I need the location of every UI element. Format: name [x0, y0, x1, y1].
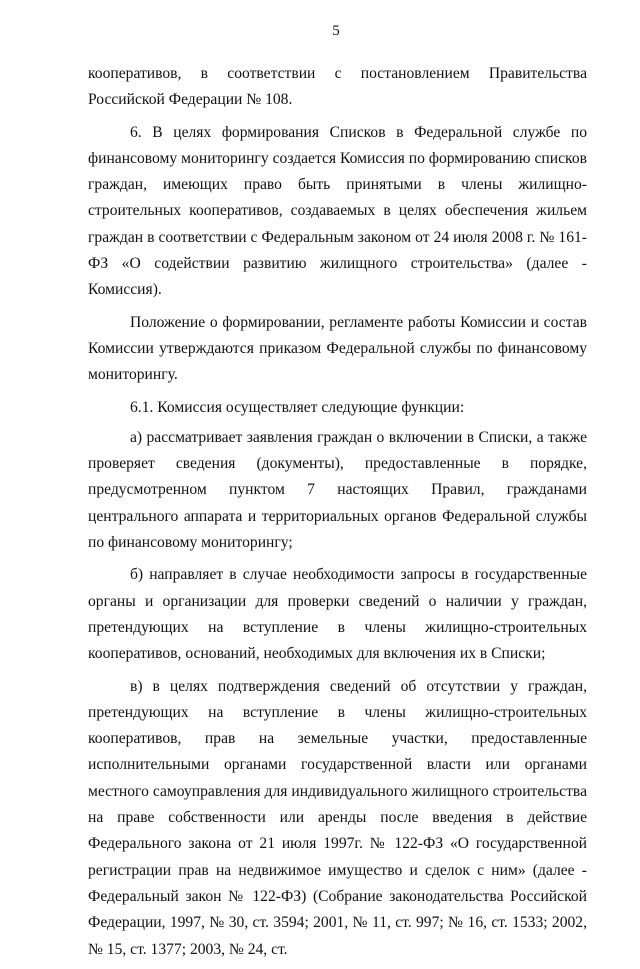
paragraph-continuation: кооперативов, в соответствии с постановлением Правительства Российской Федерации № 108. [88, 65, 587, 109]
page-number: 5 [332, 23, 340, 39]
paragraph-subitem-v: в) в целях подтверждения сведений об отсутствии у граждан, претендующих на вступление в члены жилищно-строительных кооперативов, прав на земельные участки, предоставленные исполнительными органами государственной власти или органами местного самоуправления для индивидуального жилищного строительства на праве собственности или аренды после введения в действие Федерального закона от 21 июля 1997г. № 122-ФЗ «О государственной регистрации прав на недвижимое имущество и сделок с ним» (далее - Федеральный закон № 122-ФЗ) (Собрание законодательства Российской Федерации, 1997, № 30, ст. 3594; 2001, № 11, ст. 997; № 16, ст. 1533; 2002, № 15, ст. 1377; 2003, № 24, ст. [88, 677, 587, 958]
paragraph-item-6: 6. В целях формирования Списков в Федеральной службе по финансовому мониторингу создается Комиссия по формированию списков граждан, имеющих право быть принятыми в члены жилищно-строительных кооперативов, создаваемых в целях обеспечения жильем граждан в соответствии с Федеральным законом от 24 июля 2008 г. № 161-ФЗ «О содействии развитию жилищного строительства» (далее - Комиссия). [88, 123, 587, 299]
paragraph-subitem-a: а) рассматривает заявления граждан о включении в Списки, а также проверяет сведения (документы), предоставленные в порядке, предусмотренном пунктом 7 настоящих Правил, гражданами центрального аппарата и территориальных органов Федеральной службы по финансовому мониторингу; [88, 428, 587, 552]
document-body [88, 61, 587, 969]
paragraph-subitem-b: б) направляет в случае необходимости запросы в государственные органы и организации для проверки сведений о наличии у граждан, претендующих на вступление в члены жилищно-строительных кооперативов, оснований, необходимых для включения их в Списки; [88, 566, 587, 663]
paragraph-item-6-1: 6.1. Комиссия осуществляет следующие функции: [130, 398, 465, 416]
paragraph-commission-regulation: Положение о формировании, регламенте работы Комиссии и состав Комиссии утверждаются приказом Федеральной службы по финансовому мониторингу. [88, 313, 587, 384]
